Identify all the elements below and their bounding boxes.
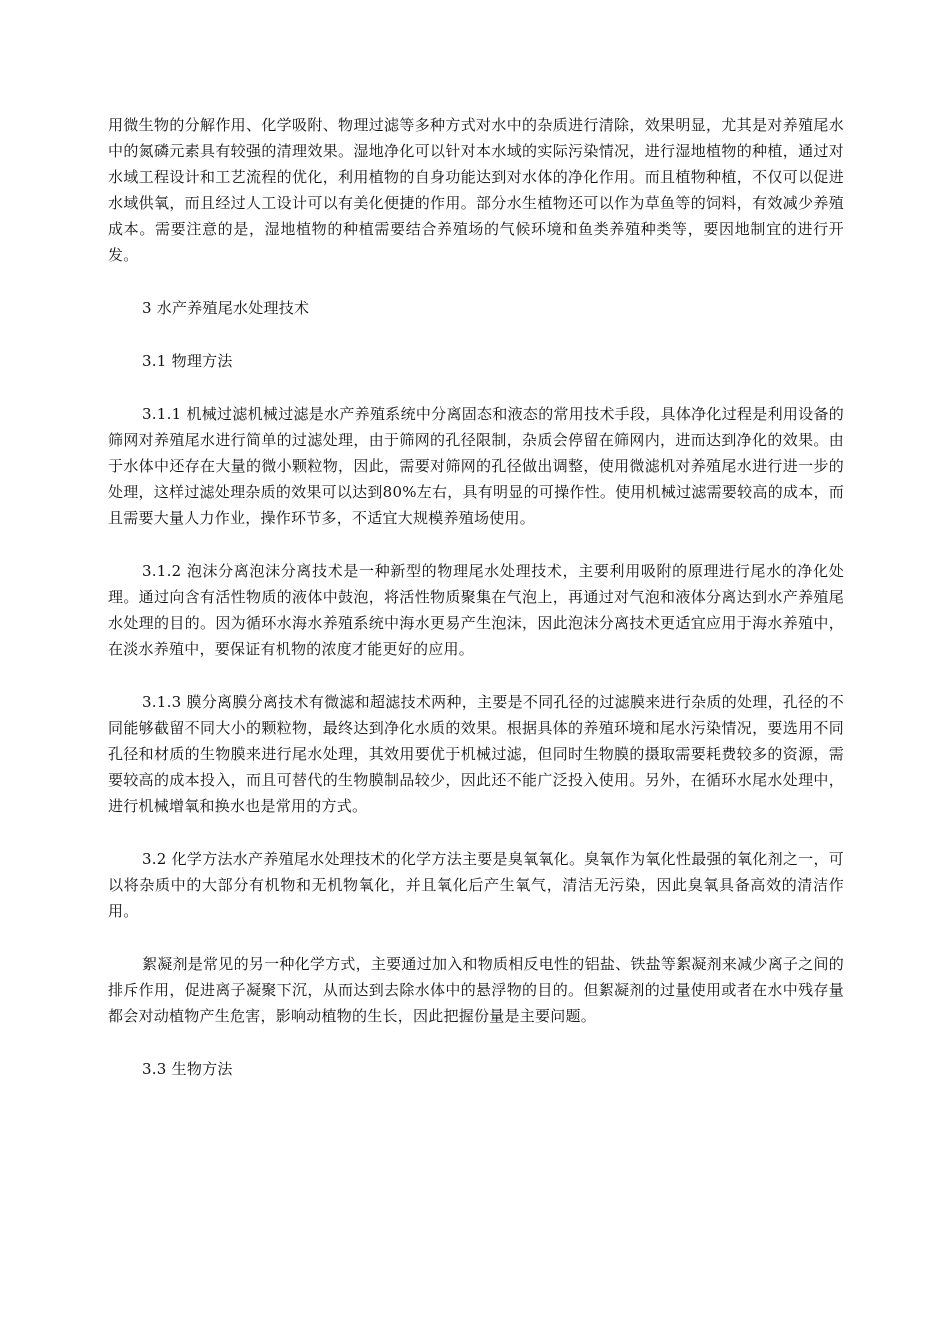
paragraph-membrane-separation: 3.1.3 膜分离膜分离技术有微滤和超滤技术两种，主要是不同孔径的过滤膜来进行杂质的处理，孔径的不同能够截留不同大小的颗粒物，最终达到净化水质的效果。根据具体的养殖环境和尾水污染情况，要选用不同孔径和材质的生物膜来进行尾水处理，其效用要优于机械过滤，但同时生物膜的摄取需要耗费较多的资源，需要较高的成本投入，而且可替代的生物膜制品较少，因此还不能广泛投入使用。另外，在循环水尾水处理中，进行机械增氧和换水也是常用的方式。 [108,693,844,815]
section-heading-3: 3 水产养殖尾水处理技术 [142,299,310,317]
section-heading-3-1: 3.1 物理方法 [142,352,233,370]
section-heading-3-3: 3.3 生物方法 [142,1060,233,1078]
paragraph-chemical-method: 3.2 化学方法水产养殖尾水处理技术的化学方法主要是臭氧氧化。臭氧作为氧化性最强的氧化剂之一，可以将杂质中的大部分有机物和无机物氧化，并且氧化后产生氧气，清洁无污染，因此臭氧具备高效的清洁作用。 [108,850,844,920]
paragraph-foam-separation: 3.1.2 泡沫分离泡沫分离技术是一种新型的物理尾水处理技术，主要利用吸附的原理进行尾水的净化处理。通过向含有活性物质的液体中鼓泡，将活性物质聚集在气泡上，再通过对气泡和液体分离达到水产养殖尾水处理的目的。因为循环水海水养殖系统中海水更易产生泡沫，因此泡沫分离技术更适宜应用于海水养殖中，在淡水养殖中，要保证有机物的浓度才能更好的应用。 [108,562,844,658]
paragraph-mechanical-filtration: 3.1.1 机械过滤机械过滤是水产养殖系统中分离固态和液态的常用技术手段，具体净化过程是利用设备的筛网对养殖尾水进行简单的过滤处理，由于筛网的孔径限制，杂质会停留在筛网内，进而达到净化的效果。由于水体中还存在大量的微小颗粒物，因此，需要对筛网的孔径做出调整，使用微滤机对养殖尾水进行进一步的处理，这样过滤处理杂质的效果可以达到80%左右，具有明显的可操作性。使用机械过滤需要较高的成本，而且需要大量人力作业，操作环节多，不适宜大规模养殖场使用。 [108,405,844,527]
paragraph-flocculant: 絮凝剂是常见的另一种化学方式，主要通过加入和物质相反电性的铝盐、铁盐等絮凝剂来减少离子之间的排斥作用，促进离子凝聚下沉，从而达到去除水体中的悬浮物的目的。但絮凝剂的过量使用或者在水中残存量都会对动植物产生危害，影响动植物的生长，因此把握份量是主要问题。 [108,955,844,1025]
paragraph-wetland-purification: 用微生物的分解作用、化学吸附、物理过滤等多种方式对水中的杂质进行清除，效果明显，尤其是对养殖尾水中的氮磷元素具有较强的清理效果。湿地净化可以针对本水域的实际污染情况，进行湿地植物的种植，通过对水域工程设计和工艺流程的优化，利用植物的自身功能达到对水体的净化作用。而且植物种植，不仅可以促进水域供氧，而且经过人工设计可以有美化便捷的作用。部分水生植物还可以作为草鱼等的饲料，有效减少养殖成本。需要注意的是，湿地植物的种植需要结合养殖场的气候环境和鱼类养殖种类等，要因地制宜的进行开发。 [108,116,844,264]
document-body [108,112,844,1082]
